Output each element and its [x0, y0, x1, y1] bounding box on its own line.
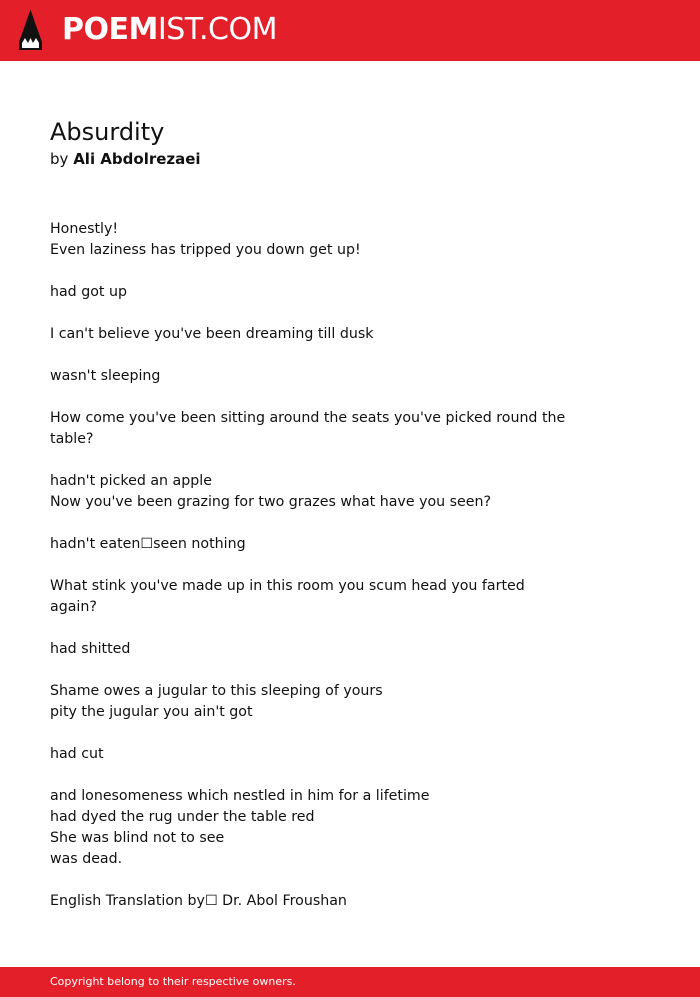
poem-line: Now you've been grazing for two grazes what have you seen?: [50, 494, 492, 510]
poem-title: Absurdity: [50, 118, 165, 146]
poem-stanza: [50, 681, 570, 723]
pencil-tip-icon[interactable]: [17, 9, 44, 51]
byline: [50, 149, 201, 169]
poem-stanza: [50, 576, 570, 618]
poem-line: had cut: [50, 746, 104, 762]
copyright-text: Copyright belong to their respective owners.: [50, 975, 296, 988]
site-logo-text[interactable]: [62, 12, 277, 48]
site-header: [0, 0, 700, 61]
poem-line: Even laziness has tripped you down get up!: [50, 242, 361, 258]
poem-stanza: [50, 744, 570, 765]
poem-line: Honestly!: [50, 221, 119, 237]
poem-body: [50, 219, 570, 933]
poem-line: had got up: [50, 284, 127, 300]
poem-stanza: [50, 408, 570, 450]
brand-light: IST.COM: [157, 12, 277, 47]
poem-line: pity the jugular you ain't got: [50, 704, 253, 720]
poem-stanza: [50, 639, 570, 660]
poem-stanza: [50, 324, 570, 345]
poem-line: and lonesomeness which nestled in him for a lifetime: [50, 788, 430, 804]
poem-stanza: [50, 366, 570, 387]
poem-stanza: [50, 891, 570, 912]
author-name[interactable]: Ali Abdolrezaei: [73, 150, 201, 168]
poem-line: How come you've been sitting around the seats you've picked round the table?: [50, 410, 566, 447]
poem-stanza: [50, 219, 570, 261]
poem-line: Shame owes a jugular to this sleeping of yours: [50, 683, 383, 699]
poem-stanza: [50, 786, 570, 870]
poem-line: What stink you've made up in this room you scum head you farted again?: [50, 578, 525, 615]
by-label: by: [50, 150, 69, 168]
poem-line: was dead.: [50, 851, 123, 867]
brand-bold: POEM: [62, 12, 158, 47]
poem-stanza: [50, 471, 570, 513]
poem-line: had shitted: [50, 641, 131, 657]
poem-line: had dyed the rug under the table red: [50, 809, 315, 825]
poem-line: She was blind not to see: [50, 830, 225, 846]
poem-line: wasn't sleeping: [50, 368, 161, 384]
poem-line: hadn't eaten☐seen nothing: [50, 536, 246, 552]
site-footer: [0, 967, 700, 997]
poem-stanza: [50, 534, 570, 555]
poem-line: English Translation by☐ Dr. Abol Froushan: [50, 893, 347, 909]
poem-stanza: [50, 282, 570, 303]
poem-line: hadn't picked an apple: [50, 473, 212, 489]
poem-line: I can't believe you've been dreaming till dusk: [50, 326, 374, 342]
